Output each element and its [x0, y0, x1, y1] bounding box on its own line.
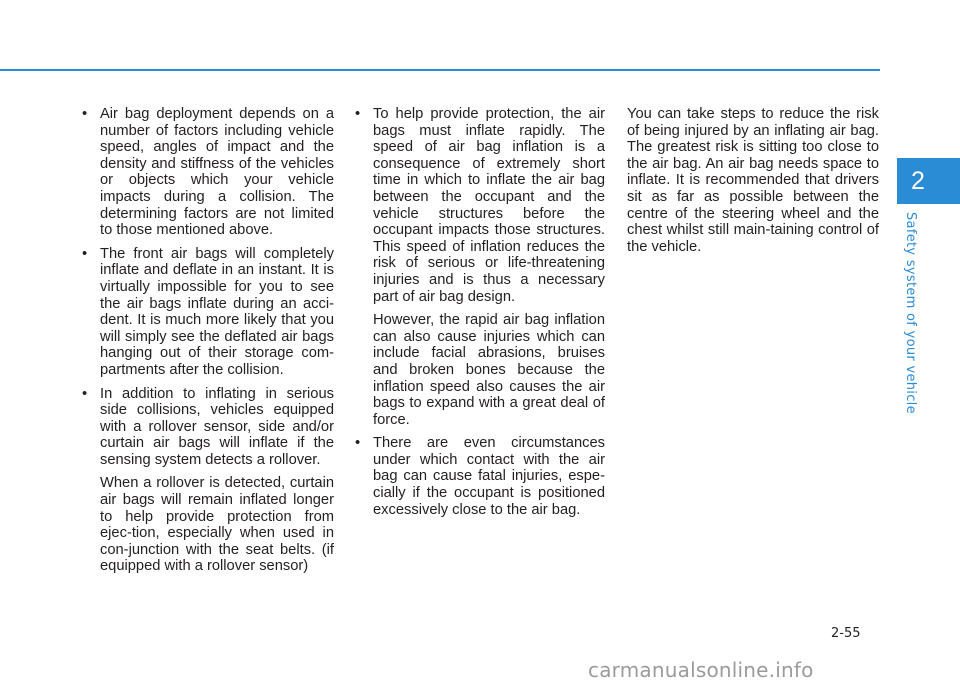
- chapter-number-tab: 2: [897, 158, 960, 204]
- bullet-paragraph: • There are even circumstances under which contact with the air bag can cause fatal injuries, espe-cially if the occupant is positioned excessively close to the air bag.: [355, 435, 605, 518]
- bullet-paragraph: • To help provide protection, the air bags must inflate rapidly. The speed of air bag inflation is a consequence of extremely short time in which to inflate the air bag between the occupant and the vehicle structures before the occupant impacts those structures. This speed of inflation reduces the risk of serious or life-threatening injuries and is thus a necessary part of air bag design.: [355, 106, 605, 305]
- text-column-2: [355, 106, 605, 525]
- continuation-paragraph: When a rollover is detected, curtain air bags will remain inflated longer to help provide protection from ejec-tion, especially when used in con-junction with the seat belts. (if equipped with a rollover sensor): [100, 475, 334, 575]
- text-column-1: [82, 106, 334, 582]
- bullet-paragraph: • In addition to inflating in serious side collisions, vehicles equipped with a rollover sensor, side and/or curtain air bags will inflate if the sensing system detects a rollover.: [82, 386, 334, 469]
- section-title-sidebar: [903, 212, 929, 414]
- continuation-paragraph: However, the rapid air bag inflation can also cause injuries which can include facial abrasions, bruises and broken bones because the inflation speed also causes the air bags to expand with a great deal of force.: [373, 312, 605, 428]
- page-number: 2-55: [831, 626, 861, 641]
- text-column-3: [627, 106, 879, 255]
- watermark: carmanualsonline.info: [588, 658, 814, 682]
- body-paragraph: You can take steps to reduce the risk of being injured by an inflating air bag. The greatest risk is sitting too close to the air bag. An air bag needs space to inflate. It is recommended that drivers sit as far as possible between the centre of the steering wheel and the chest whilst still main-taining control of the vehicle.: [627, 106, 879, 255]
- bullet-paragraph: • Air bag deployment depends on a number of factors including vehicle speed, angles of impact and the density and stiffness of the vehicles or objects which your vehicle impacts during a collision. The determining factors are not limited to those mentioned above.: [82, 106, 334, 239]
- header-rule: [0, 69, 880, 71]
- section-title: Safety system of your vehicle: [903, 212, 918, 414]
- bullet-paragraph: • The front air bags will completely inflate and deflate in an instant. It is virtually impossible for you to see the air bags inflate during an acci-dent. It is much more likely that you will simply see the deflated air bags hanging out of their storage com-partments after the collision.: [82, 246, 334, 379]
